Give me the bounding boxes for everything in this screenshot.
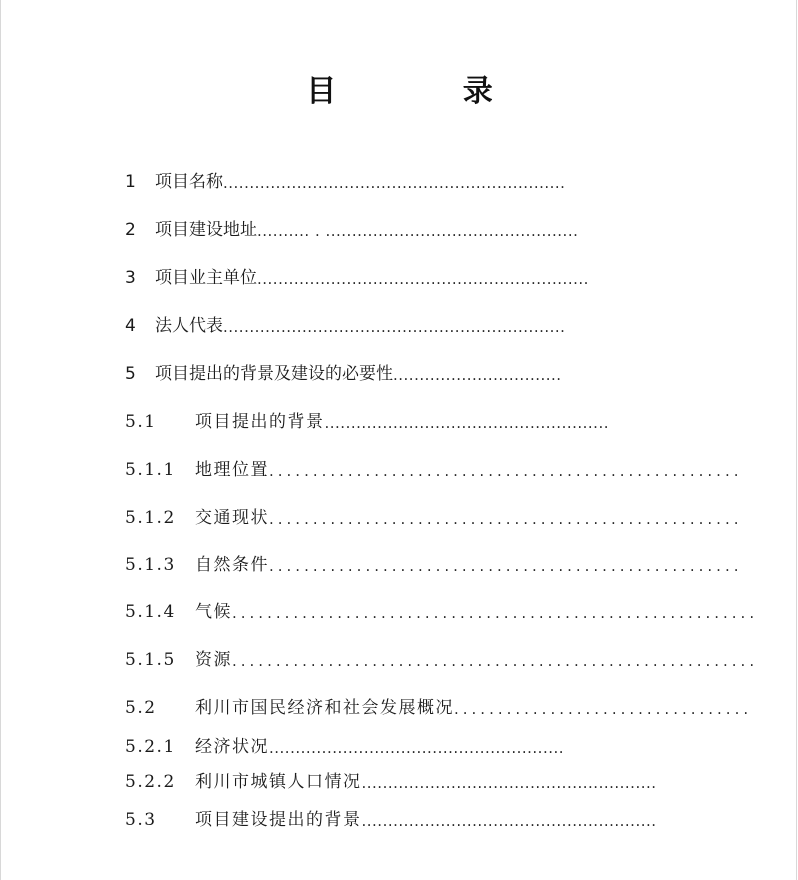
toc-label: 项目提出的背景 (195, 412, 325, 432)
toc-number: 5.1.1 (125, 460, 176, 480)
toc-number: 3 (125, 268, 136, 288)
toc-leader: ........................................................ (361, 812, 657, 830)
toc-entry[interactable] (125, 766, 657, 792)
toc-leader: ................................................................. (223, 318, 566, 336)
page-title: 目 录 (306, 74, 551, 109)
toc-entry[interactable] (125, 502, 743, 528)
toc-number: 5.2.1 (125, 737, 176, 757)
toc-entry[interactable] (125, 406, 653, 432)
toc-number: 5.3 (125, 810, 157, 830)
toc-number: 5.1.4 (125, 602, 176, 622)
toc-label: 气候 (195, 602, 232, 622)
toc-leader: .................................. (454, 700, 753, 718)
toc-entry[interactable] (125, 166, 653, 192)
toc-leader: ................................ (393, 366, 562, 384)
toc-entry[interactable] (125, 804, 657, 830)
toc-number: 5.1 (125, 412, 157, 432)
toc-leader: ...................................................... (269, 462, 743, 480)
toc-number: 5.1.5 (125, 650, 176, 670)
toc-label: 地理位置 (195, 460, 269, 480)
toc-leader: ........................................................ (361, 774, 657, 792)
toc-entry[interactable] (125, 644, 759, 670)
toc-entry[interactable] (125, 692, 753, 718)
toc-number: 5 (125, 364, 136, 384)
toc-label: 交通现状 (195, 508, 269, 528)
toc-entry[interactable] (125, 596, 759, 622)
toc-number: 4 (125, 316, 136, 336)
toc-leader: ...................................................... (269, 557, 743, 575)
toc-entry[interactable] (125, 549, 743, 575)
toc-label: 项目提出的背景及建设的必要性 (155, 364, 393, 384)
toc-entry[interactable] (125, 358, 653, 384)
toc-label: 利川市国民经济和社会发展概况 (195, 698, 454, 718)
toc-label: 项目名称 (155, 172, 223, 192)
toc-leader: ............................................................ (232, 604, 759, 622)
toc-leader: ................................................................. (223, 174, 566, 192)
toc-number: 2 (125, 220, 136, 240)
toc-leader: ............................................................ (232, 652, 759, 670)
toc-leader: ........................................................ (269, 739, 565, 757)
toc-number: 5.1.3 (125, 555, 176, 575)
toc-label: 资源 (195, 650, 232, 670)
toc-leader: ...................................................... (324, 414, 609, 432)
toc-number: 5.2 (125, 698, 157, 718)
toc-entry[interactable] (125, 310, 653, 336)
toc-label: 法人代表 (155, 316, 223, 336)
toc-leader: ...................................................... (269, 510, 743, 528)
toc-label: 项目建设提出的背景 (195, 810, 362, 830)
toc-label: 自然条件 (195, 555, 269, 575)
toc-label: 项目建设地址 (155, 220, 257, 240)
toc-leader: .......... . ................................................ (257, 222, 579, 240)
toc-entry[interactable] (125, 731, 653, 757)
toc-number: 5.2.2 (125, 772, 176, 792)
toc-entry[interactable] (125, 454, 743, 480)
toc-number: 1 (125, 172, 136, 192)
toc-number: 5.1.2 (125, 508, 176, 528)
toc-leader: ............................................................... (257, 270, 589, 288)
toc-entry[interactable] (125, 262, 653, 288)
toc-entry[interactable] (125, 214, 653, 240)
toc-label: 利川市城镇人口情况 (195, 772, 362, 792)
toc-label: 经济状况 (195, 737, 269, 757)
toc-label: 项目业主单位 (155, 268, 257, 288)
